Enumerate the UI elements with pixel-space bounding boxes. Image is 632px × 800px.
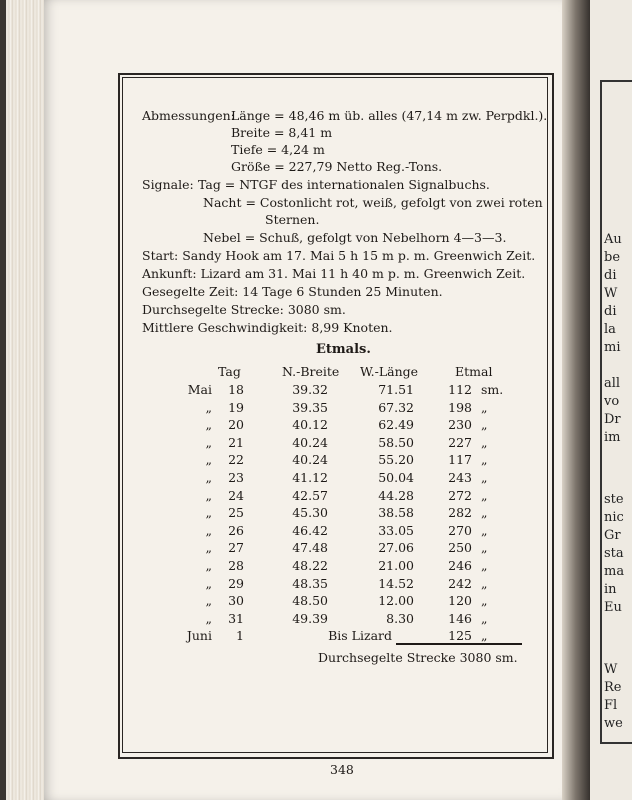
cell-month: „: [205, 611, 212, 626]
cell-day: 26: [228, 523, 244, 538]
cell-latitude: 40.24: [292, 435, 328, 450]
cell-etmal: 272: [448, 488, 472, 503]
cell-month: „: [205, 470, 212, 485]
cell-day: 30: [228, 593, 244, 608]
facing-page-fragment: vo: [604, 394, 620, 409]
facing-page-fragment: be: [604, 250, 621, 265]
cell-longitude: 44.28: [378, 488, 414, 503]
cell-day: 22: [228, 452, 244, 467]
cell-latitude: 41.12: [292, 470, 328, 485]
cell-day: 27: [228, 540, 244, 555]
facing-page-fragment: Fl: [604, 698, 618, 713]
cell-month: „: [205, 435, 212, 450]
cell-month: „: [205, 505, 212, 520]
nacht-signal-line: Nacht = Costonlicht rot, weiß, gefolgt von zwei roten: [203, 195, 543, 210]
facing-page-fragment: la: [604, 322, 616, 337]
cell-latitude: 48.50: [292, 593, 328, 608]
cell-longitude: 27.06: [378, 540, 414, 555]
cell-unit: „: [481, 400, 488, 415]
tiefe-line: Tiefe = 4,24 m: [231, 142, 325, 157]
cell-longitude: 58.50: [378, 435, 414, 450]
cell-longitude: 33.05: [378, 523, 414, 538]
breite-line: Breite = 8,41 m: [231, 125, 333, 140]
cell-unit: „: [481, 611, 488, 626]
cell-unit: „: [481, 628, 488, 643]
cell-latitude: 39.32: [292, 382, 328, 397]
etmals-heading: Etmals.: [316, 342, 371, 357]
laenge-line: Länge = 48,46 m üb. alles (47,14 m zw. Perpdkl.).: [231, 108, 548, 123]
cell-day: 18: [228, 382, 244, 397]
cell-latitude: 47.48: [292, 540, 328, 555]
cell-longitude: 21.00: [378, 558, 414, 573]
header-breite: N.-Breite: [282, 364, 340, 379]
facing-page-fragment: Au: [604, 232, 622, 247]
cell-etmal: 250: [448, 540, 472, 555]
cell-longitude: 8.30: [386, 611, 414, 626]
facing-page-fragment: nic: [604, 510, 624, 525]
cell-etmal: 227: [448, 435, 472, 450]
facing-page-fragment: sta: [604, 546, 624, 561]
cell-etmal: 270: [448, 523, 472, 538]
cell-unit: sm.: [481, 382, 504, 397]
cell-day: 23: [228, 470, 244, 485]
cell-day: 24: [228, 488, 244, 503]
cell-longitude: 50.04: [378, 470, 414, 485]
cell-etmal: 242: [448, 576, 472, 591]
cell-latitude: 40.24: [292, 452, 328, 467]
cell-unit: „: [481, 470, 488, 485]
facing-page-fragment: Eu: [604, 600, 622, 615]
cell-etmal: 146: [448, 611, 472, 626]
cell-latitude: 48.22: [292, 558, 328, 573]
cell-month: Mai: [187, 382, 212, 397]
cell-month: „: [205, 593, 212, 608]
cell-latitude: 46.42: [292, 523, 328, 538]
groesse-line: Größe = 227,79 Netto Reg.-Tons.: [231, 159, 443, 174]
book-gutter: [562, 0, 592, 800]
cell-month: „: [205, 417, 212, 432]
cell-month: „: [205, 488, 212, 503]
cell-etmal: 230: [448, 417, 472, 432]
facing-page-fragment: W: [604, 662, 618, 677]
facing-page-fragment: Dr: [604, 412, 621, 427]
cell-unit: „: [481, 488, 488, 503]
cell-unit: „: [481, 540, 488, 555]
cell-month: Juni: [186, 628, 212, 643]
cell-month: „: [205, 452, 212, 467]
cell-longitude: 12.00: [378, 593, 414, 608]
cell-latitude: 45.30: [292, 505, 328, 520]
cell-etmal: 117: [448, 452, 472, 467]
cell-longitude: 38.58: [378, 505, 414, 520]
cell-day: 19: [228, 400, 244, 415]
facing-page-fragment: all: [604, 376, 621, 391]
cell-month: „: [205, 558, 212, 573]
cell-longitude: 71.51: [378, 382, 414, 397]
cell-etmal: 198: [448, 400, 472, 415]
cell-latitude: 42.57: [292, 488, 328, 503]
cell-day: 21: [228, 435, 244, 450]
cell-day: 25: [228, 505, 244, 520]
cell-longitude: 67.32: [378, 400, 414, 415]
cell-day: 28: [228, 558, 244, 573]
facing-page-fragment: di: [604, 268, 617, 283]
durchsegelte-strecke-line: Durchsegelte Strecke: 3080 sm.: [142, 302, 346, 317]
facing-page-fragment: Gr: [604, 528, 621, 543]
cell-unit: „: [481, 452, 488, 467]
gesegelte-zeit-line: Gesegelte Zeit: 14 Tage 6 Stunden 25 Minuten.: [142, 284, 443, 299]
cell-etmal: 112: [448, 382, 472, 397]
page-number: 348: [330, 762, 354, 777]
cell-day: 1: [236, 628, 244, 643]
start-line: Start: Sandy Hook am 17. Mai 5 h 15 m p. m. Greenwich Zeit.: [142, 248, 536, 263]
mittlere-geschwindigkeit-line: Mittlere Geschwindigkeit: 8,99 Knoten.: [142, 320, 393, 335]
header-tag: Tag: [218, 364, 241, 379]
facing-page-fragment: we: [604, 716, 623, 731]
cell-unit: „: [481, 505, 488, 520]
cell-unit: „: [481, 523, 488, 538]
cell-latitude: 49.39: [292, 611, 328, 626]
facing-page-fragment: im: [604, 430, 621, 445]
header-laenge: W.-Länge: [360, 364, 419, 379]
cell-unit: „: [481, 417, 488, 432]
cell-latitude: 39.35: [292, 400, 328, 415]
facing-page-fragment: ma: [604, 564, 625, 579]
cell-month: „: [205, 540, 212, 555]
tag-signal-line: Tag = NTGF des internationalen Signalbuchs.: [198, 177, 490, 192]
facing-page-fragment: mi: [604, 340, 621, 355]
cell-etmal: 125: [448, 628, 472, 643]
cell-day: 20: [228, 417, 244, 432]
sum-rule: [396, 643, 522, 645]
cell-etmal: 282: [448, 505, 472, 520]
facing-page-fragment: W: [604, 286, 618, 301]
cell-unit: „: [481, 593, 488, 608]
cell-longitude: Bis Lizard: [328, 628, 392, 643]
cell-longitude: 55.20: [378, 452, 414, 467]
signale-label: Signale:: [142, 177, 194, 192]
cell-month: „: [205, 523, 212, 538]
facing-page-fragment: Re: [604, 680, 622, 695]
cell-etmal: 243: [448, 470, 472, 485]
cell-unit: „: [481, 576, 488, 591]
cell-etmal: 246: [448, 558, 472, 573]
abmessungen-label: Abmessungen:: [142, 108, 235, 123]
nacht-signal-continuation: Sternen.: [265, 212, 320, 227]
cell-latitude: 40.12: [292, 417, 328, 432]
cell-month: „: [205, 400, 212, 415]
facing-page-fragment: di: [604, 304, 617, 319]
cell-unit: „: [481, 558, 488, 573]
cell-unit: „: [481, 435, 488, 450]
ankunft-line: Ankunft: Lizard am 31. Mai 11 h 40 m p. m. Greenwich Zeit.: [142, 266, 526, 281]
cell-month: „: [205, 576, 212, 591]
cell-etmal: 120: [448, 593, 472, 608]
cell-latitude: 48.35: [292, 576, 328, 591]
total-distance: Durchsegelte Strecke 3080 sm.: [318, 650, 518, 665]
cell-longitude: 62.49: [378, 417, 414, 432]
header-etmal: Etmal: [455, 364, 493, 379]
cell-day: 29: [228, 576, 244, 591]
facing-page-fragment: in: [604, 582, 617, 597]
facing-page-fragment: ste: [604, 492, 624, 507]
nebel-signal-line: Nebel = Schuß, gefolgt von Nebelhorn 4—3—3.: [203, 230, 507, 245]
cell-day: 31: [228, 611, 244, 626]
cell-longitude: 14.52: [378, 576, 414, 591]
